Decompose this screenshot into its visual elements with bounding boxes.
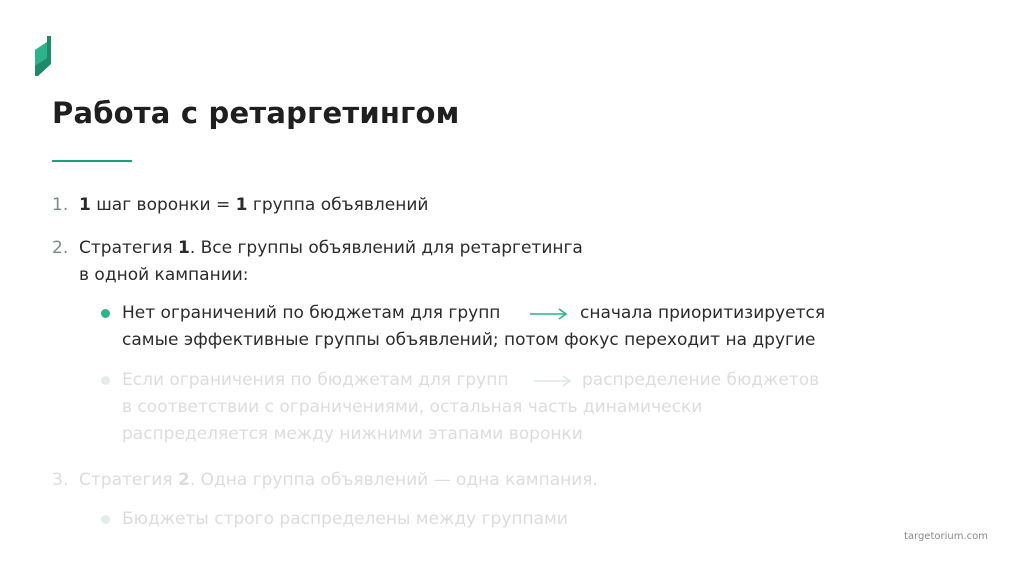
bullet-dot	[101, 376, 110, 385]
list-text: 1 шаг воронки = 1 группа объявлений	[79, 195, 429, 215]
slide-title: Работа с ретаргетингом	[52, 96, 460, 130]
bullet-2-left: Если ограничения по бюджетам для групп	[122, 370, 509, 390]
list-number: 3.	[52, 470, 69, 490]
list-text: Стратегия 1. Все группы объявлений для ретаргетинга	[79, 238, 583, 258]
bullet-2-line2: в соответствии с ограничениями, остальная часть динамически	[122, 397, 703, 417]
bullet-1-line2: самые эффективные группы объявлений; потом фокус переходит на другие	[122, 330, 816, 350]
bullet-1-left: Нет ограничений по бюджетам для групп	[122, 303, 501, 323]
arrow-right-icon	[534, 375, 572, 387]
brand-logo-icon	[34, 36, 54, 80]
bullet-1-right: сначала приоритизируется	[580, 303, 826, 323]
bullet-3-text: Бюджеты строго распределены между группами	[122, 509, 568, 529]
arrow-right-icon	[530, 308, 568, 320]
list-number: 1.	[52, 195, 69, 215]
footer-site: targetorium.com	[903, 531, 988, 542]
bullet-dot	[101, 515, 110, 524]
bullet-2-line3: распределяется между нижними этапами воронки	[122, 424, 583, 444]
list-text: Стратегия 2. Одна группа объявлений — одна кампания.	[79, 470, 598, 490]
bullet-dot	[101, 309, 110, 318]
title-underline	[52, 160, 132, 162]
bullet-2-right: распределение бюджетов	[582, 370, 820, 390]
list-number: 2.	[52, 238, 69, 258]
